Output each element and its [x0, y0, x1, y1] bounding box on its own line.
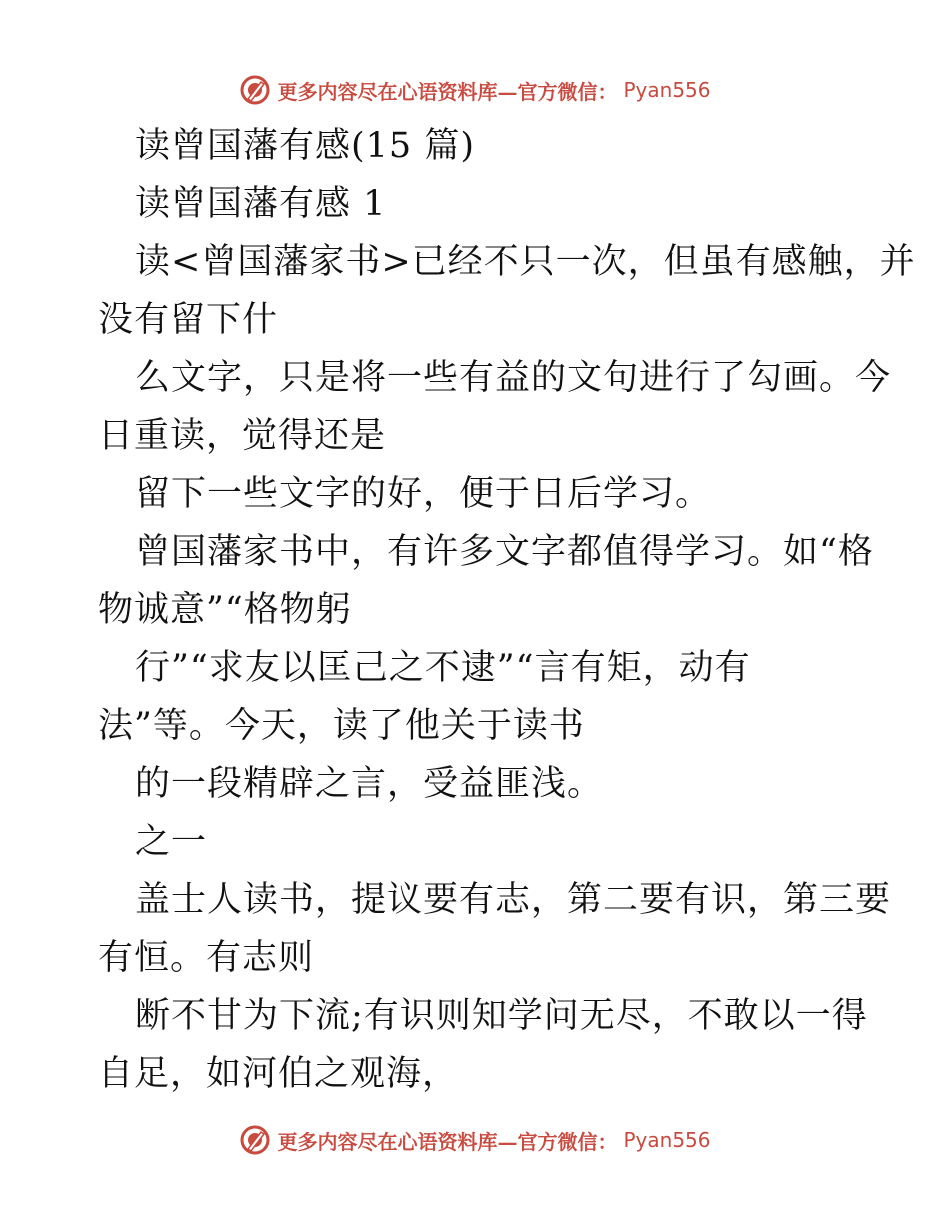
document-title: 读曾国藩有感(15 篇) [135, 126, 475, 166]
text-line: 的一段精辟之言，受益匪浅。 [135, 764, 604, 804]
document-subtitle: 读曾国藩有感 1 [135, 184, 387, 224]
text-line: 日重读，觉得还是 [98, 416, 387, 456]
pen-logo-icon [239, 74, 271, 106]
header-banner [0, 70, 950, 110]
text-line: 么文字，只是将一些有益的文句进行了勾画。今 [135, 358, 892, 398]
pen-logo-icon [239, 1124, 271, 1156]
footer-banner [0, 1120, 950, 1160]
text-line: 之一 [135, 822, 208, 862]
text-line: 物诚意”“格物躬 [98, 590, 352, 630]
header-banner-text: 更多内容尽在心语资料库—官方微信： [277, 79, 618, 104]
text-line: 盖士人读书，提议要有志，第二要有识，第三要 [135, 880, 892, 920]
footer-banner-text: 更多内容尽在心语资料库—官方微信： [277, 1129, 618, 1154]
text-line: 法”等。今天，读了他关于读书 [98, 706, 585, 746]
text-line: 读<曾国藩家书>已经不只一次，但虽有感触，并 [135, 242, 916, 282]
text-line: 没有留下什 [98, 300, 279, 340]
text-line: 曾国藩家书中，有许多文字都值得学习。如“格 [135, 532, 874, 572]
text-line: 断不甘为下流;有识则知学问无尽，不敢以一得 [135, 996, 868, 1036]
footer-banner-handle: Pyan556 [623, 1128, 711, 1152]
footer-banner-inner [239, 1124, 710, 1156]
document-body [98, 117, 916, 1103]
header-banner-handle: Pyan556 [623, 78, 711, 102]
text-line: 行”“求友以匡己之不逮”“言有矩，动有 [135, 648, 751, 688]
text-line: 留下一些文字的好，便于日后学习。 [135, 474, 712, 514]
paragraph-lines [98, 233, 916, 1103]
text-line: 自足，如河伯之观海， [98, 1054, 459, 1094]
text-line: 有恒。有志则 [98, 938, 315, 978]
header-banner-inner [239, 74, 710, 106]
